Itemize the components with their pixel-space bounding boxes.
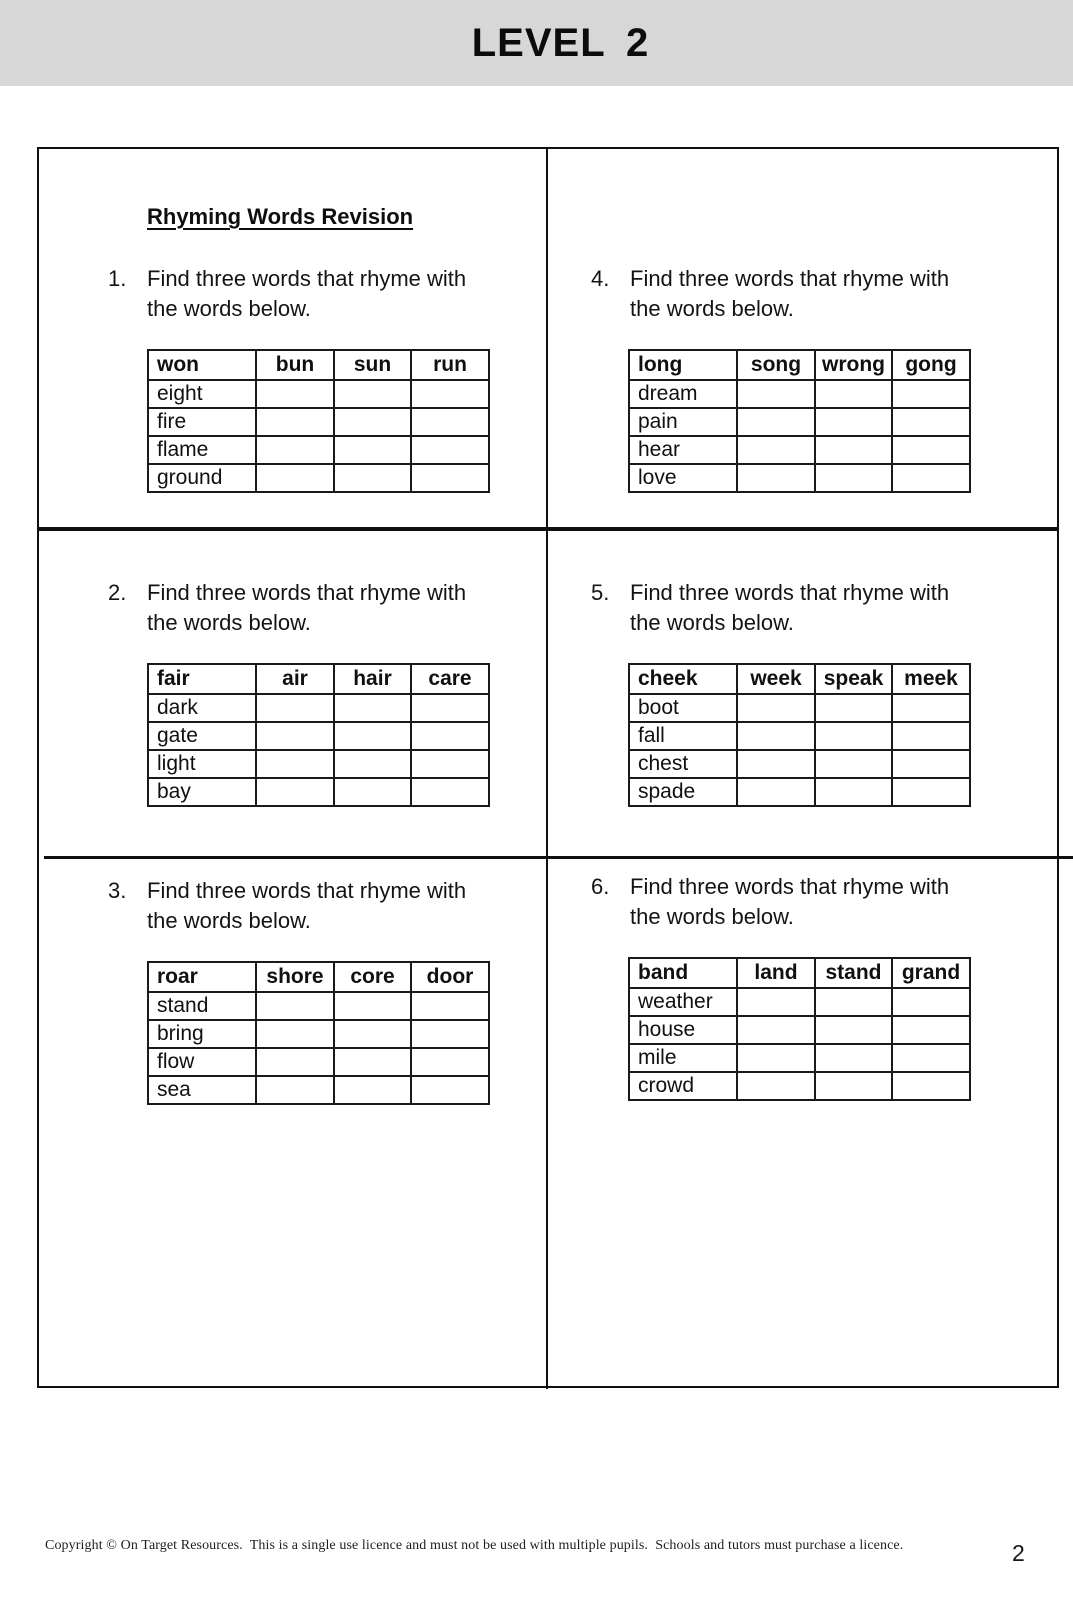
question-prompt	[108, 264, 490, 324]
answer-cell	[411, 722, 489, 750]
table-row	[629, 778, 970, 806]
question-text	[630, 872, 949, 932]
answer-cell	[256, 1020, 334, 1048]
table-row	[629, 436, 970, 464]
answer-cell	[737, 464, 815, 492]
question-5	[591, 578, 971, 807]
answer-cell	[892, 380, 970, 408]
answer-cell	[737, 1072, 815, 1100]
table-row	[148, 750, 489, 778]
answer-cell	[411, 694, 489, 722]
table-row	[629, 988, 970, 1016]
table-row	[148, 436, 489, 464]
prompt-line-1: Find three words that rhyme with	[147, 580, 467, 605]
key-word: fair	[148, 664, 256, 694]
table-row	[148, 1020, 489, 1048]
stimulus-word: dream	[629, 380, 737, 408]
answer-cell	[334, 436, 411, 464]
stimulus-word: light	[148, 750, 256, 778]
answer-cell	[815, 722, 892, 750]
stimulus-word: boot	[629, 694, 737, 722]
key-word: air	[256, 664, 334, 694]
table-row	[148, 722, 489, 750]
key-word: roar	[148, 962, 256, 992]
answer-cell	[815, 436, 892, 464]
prompt-line-2: the words below.	[147, 908, 311, 933]
key-word: grand	[892, 958, 970, 988]
prompt-line-1: Find three words that rhyme with	[147, 878, 467, 903]
table-row	[148, 694, 489, 722]
table-row	[629, 1044, 970, 1072]
answer-cell	[411, 1048, 489, 1076]
row-divider-1	[37, 527, 1059, 531]
stimulus-word: dark	[148, 694, 256, 722]
answer-cell	[815, 694, 892, 722]
answer-cell	[256, 750, 334, 778]
stimulus-word: mile	[629, 1044, 737, 1072]
answer-cell	[892, 464, 970, 492]
key-word: core	[334, 962, 411, 992]
answer-cell	[256, 380, 334, 408]
rhyme-table-4	[628, 349, 971, 493]
answer-cell	[737, 436, 815, 464]
question-number: 6.	[591, 874, 610, 899]
answer-cell	[892, 436, 970, 464]
answer-cell	[892, 1044, 970, 1072]
question-number: 4.	[591, 266, 610, 291]
answer-cell	[737, 408, 815, 436]
row-divider-2	[44, 856, 1073, 859]
answer-cell	[334, 1020, 411, 1048]
prompt-line-1: Find three words that rhyme with	[630, 874, 950, 899]
key-word: bun	[256, 350, 334, 380]
question-number: 3.	[108, 878, 127, 903]
question-2	[108, 578, 490, 807]
table-row	[148, 380, 489, 408]
table-row	[629, 464, 970, 492]
table-row	[629, 694, 970, 722]
copyright-text: Copyright © On Target Resources. This is a single use licence and must not be used with multiple pupils. Schools and tutors must purchase a licence.	[45, 1538, 904, 1553]
answer-cell	[256, 436, 334, 464]
question-1	[108, 264, 490, 493]
answer-cell	[411, 750, 489, 778]
table-row	[148, 778, 489, 806]
section-title: Rhyming Words Revision	[147, 204, 414, 229]
key-word: long	[629, 350, 737, 380]
answer-cell	[892, 408, 970, 436]
answer-cell	[411, 436, 489, 464]
table-row	[629, 722, 970, 750]
answer-cell	[256, 1076, 334, 1104]
answer-cell	[815, 988, 892, 1016]
key-word: hair	[334, 664, 411, 694]
answer-cell	[334, 750, 411, 778]
answer-cell	[411, 992, 489, 1020]
table-row	[629, 380, 970, 408]
answer-cell	[737, 988, 815, 1016]
answer-cell	[334, 464, 411, 492]
question-text	[147, 264, 466, 324]
stimulus-word: flame	[148, 436, 256, 464]
table-row	[629, 1016, 970, 1044]
answer-cell	[892, 750, 970, 778]
table-row	[148, 464, 489, 492]
answer-cell	[256, 778, 334, 806]
stimulus-word: crowd	[629, 1072, 737, 1100]
stimulus-word: love	[629, 464, 737, 492]
answer-cell	[892, 722, 970, 750]
stimulus-word: fire	[148, 408, 256, 436]
key-word: shore	[256, 962, 334, 992]
answer-cell	[737, 380, 815, 408]
rhyme-table-1	[147, 349, 490, 493]
table-row	[148, 408, 489, 436]
stimulus-word: ground	[148, 464, 256, 492]
answer-cell	[411, 380, 489, 408]
question-text	[147, 578, 466, 638]
stimulus-word: spade	[629, 778, 737, 806]
key-word: won	[148, 350, 256, 380]
key-word: meek	[892, 664, 970, 694]
stimulus-word: gate	[148, 722, 256, 750]
answer-cell	[256, 722, 334, 750]
prompt-line-2: the words below.	[630, 610, 794, 635]
answer-cell	[737, 694, 815, 722]
question-text	[147, 876, 466, 936]
question-6	[591, 872, 971, 1101]
stimulus-word: flow	[148, 1048, 256, 1076]
table-row	[148, 1048, 489, 1076]
stimulus-word: hear	[629, 436, 737, 464]
question-3	[108, 876, 490, 1105]
prompt-line-1: Find three words that rhyme with	[630, 266, 950, 291]
question-number: 5.	[591, 580, 610, 605]
question-prompt	[108, 876, 490, 936]
key-word: speak	[815, 664, 892, 694]
question-text	[630, 578, 949, 638]
level-title: LEVEL 2	[471, 21, 650, 65]
key-word: week	[737, 664, 815, 694]
answer-cell	[256, 464, 334, 492]
answer-cell	[815, 1044, 892, 1072]
answer-cell	[411, 1020, 489, 1048]
answer-cell	[256, 694, 334, 722]
table-header-row	[148, 962, 489, 992]
prompt-line-2: the words below.	[630, 296, 794, 321]
table-row	[148, 1076, 489, 1104]
answer-cell	[334, 694, 411, 722]
table-header-row	[629, 958, 970, 988]
key-word: song	[737, 350, 815, 380]
question-number: 1.	[108, 266, 127, 291]
rhyme-table-6	[628, 957, 971, 1101]
answer-cell	[256, 1048, 334, 1076]
answer-cell	[815, 778, 892, 806]
prompt-line-2: the words below.	[630, 904, 794, 929]
answer-cell	[737, 1044, 815, 1072]
stimulus-word: fall	[629, 722, 737, 750]
level-banner	[0, 0, 1073, 86]
key-word: gong	[892, 350, 970, 380]
stimulus-word: house	[629, 1016, 737, 1044]
answer-cell	[256, 992, 334, 1020]
answer-cell	[334, 380, 411, 408]
stimulus-word: bay	[148, 778, 256, 806]
key-word: door	[411, 962, 489, 992]
table-row	[629, 1072, 970, 1100]
stimulus-word: bring	[148, 1020, 256, 1048]
question-prompt	[108, 578, 490, 638]
answer-cell	[411, 778, 489, 806]
answer-cell	[892, 1072, 970, 1100]
question-4	[591, 264, 971, 493]
stimulus-word: eight	[148, 380, 256, 408]
answer-cell	[334, 1048, 411, 1076]
question-text	[630, 264, 949, 324]
answer-cell	[815, 1016, 892, 1044]
answer-cell	[256, 408, 334, 436]
answer-cell	[737, 722, 815, 750]
table-row	[148, 992, 489, 1020]
answer-cell	[815, 408, 892, 436]
table-header-row	[148, 350, 489, 380]
prompt-line-2: the words below.	[147, 610, 311, 635]
answer-cell	[334, 992, 411, 1020]
table-header-row	[629, 350, 970, 380]
key-word: wrong	[815, 350, 892, 380]
key-word: land	[737, 958, 815, 988]
answer-cell	[737, 778, 815, 806]
answer-cell	[411, 1076, 489, 1104]
question-prompt	[591, 872, 971, 932]
answer-cell	[411, 464, 489, 492]
answer-cell	[737, 1016, 815, 1044]
prompt-line-1: Find three words that rhyme with	[147, 266, 467, 291]
answer-cell	[815, 1072, 892, 1100]
answer-cell	[892, 1016, 970, 1044]
answer-cell	[892, 988, 970, 1016]
answer-cell	[892, 778, 970, 806]
key-word: stand	[815, 958, 892, 988]
answer-cell	[334, 1076, 411, 1104]
key-word: sun	[334, 350, 411, 380]
stimulus-word: chest	[629, 750, 737, 778]
prompt-line-1: Find three words that rhyme with	[630, 580, 950, 605]
stimulus-word: stand	[148, 992, 256, 1020]
key-word: band	[629, 958, 737, 988]
answer-cell	[334, 408, 411, 436]
answer-cell	[815, 750, 892, 778]
rhyme-table-2	[147, 663, 490, 807]
answer-cell	[334, 778, 411, 806]
table-row	[629, 750, 970, 778]
table-header-row	[148, 664, 489, 694]
question-prompt	[591, 264, 971, 324]
key-word: cheek	[629, 664, 737, 694]
answer-cell	[737, 750, 815, 778]
key-word: run	[411, 350, 489, 380]
rhyme-table-3	[147, 961, 490, 1105]
stimulus-word: sea	[148, 1076, 256, 1104]
page-number: 2	[1012, 1540, 1025, 1566]
answer-cell	[892, 694, 970, 722]
key-word: care	[411, 664, 489, 694]
stimulus-word: pain	[629, 408, 737, 436]
answer-cell	[334, 722, 411, 750]
answer-cell	[411, 408, 489, 436]
answer-cell	[815, 464, 892, 492]
rhyme-table-5	[628, 663, 971, 807]
table-row	[629, 408, 970, 436]
prompt-line-2: the words below.	[147, 296, 311, 321]
stimulus-word: weather	[629, 988, 737, 1016]
answer-cell	[815, 380, 892, 408]
table-header-row	[629, 664, 970, 694]
column-divider	[546, 147, 549, 1389]
question-prompt	[591, 578, 971, 638]
question-number: 2.	[108, 580, 127, 605]
